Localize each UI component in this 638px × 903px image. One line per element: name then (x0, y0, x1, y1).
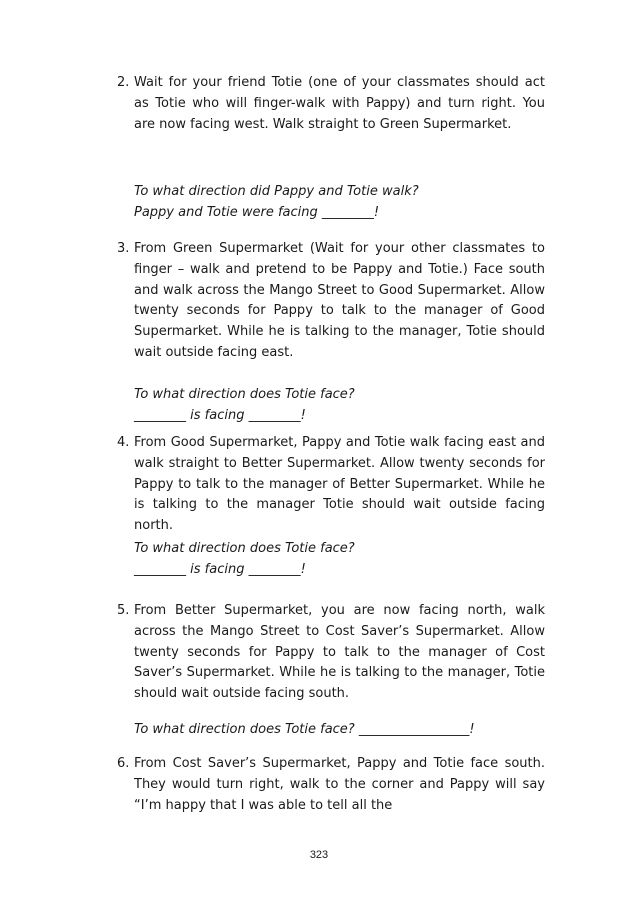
question-block-2 (134, 182, 545, 224)
item-number: 2. (117, 75, 130, 90)
question-line: To what direction does Totie face? (134, 541, 355, 556)
question-block-5 (134, 720, 545, 741)
question-line: To what direction does Totie face? (134, 387, 355, 402)
page-number: 323 (309, 849, 329, 861)
item-number: 3. (117, 241, 130, 256)
list-item-4 (117, 433, 545, 537)
list-item-5 (117, 601, 545, 705)
item-number: 4. (117, 435, 130, 450)
question-block-4 (134, 539, 545, 581)
item-text: Wait for your friend Totie (one of your classmates should act as Totie who will finger-walk with Pappy) and turn right. You are now facing west. Walk straight to Green Supermarket. (134, 75, 545, 132)
list-item-6 (117, 754, 545, 816)
list-item-2 (117, 73, 545, 135)
item-text: From Cost Saver’s Supermarket, Pappy and Totie face south. They would turn right, walk to the corner and Pappy will say “I’m happy that I was able to tell all the (134, 756, 545, 813)
item-text: From Good Supermarket, Pappy and Totie walk facing east and walk straight to Better Supermarket. Allow twenty seconds for Pappy to talk to the manager of Better Supermarket. While he is talking to the manager Totie should wait outside facing north. (134, 435, 545, 534)
question-block-3 (134, 385, 545, 427)
item-number: 5. (117, 603, 130, 618)
question-line: Pappy and Totie were facing ________! (134, 204, 380, 220)
item-text: From Better Supermarket, you are now facing north, walk across the Mango Street to Cost Saver’s Supermarket. Allow twenty seconds for Pappy to talk to the manager of Cost Saver’s Supermarket. While he is talking to the manager, Totie should wait outside facing south. (134, 603, 545, 702)
question-line: ________ is facing ________! (134, 407, 306, 423)
list-item-3 (117, 239, 545, 364)
item-text: From Green Supermarket (Wait for your other classmates to finger – walk and pretend to be Pappy and Totie.) Face south and walk across the Mango Street to Good Supermarket. Allow twenty seconds for Pappy to talk to the manager of Good Supermarket. While he is talking to the manager, Totie should wait outside facing east. (134, 241, 545, 360)
question-line: To what direction did Pappy and Totie walk? (134, 184, 419, 199)
item-number: 6. (117, 756, 130, 771)
question-line: To what direction does Totie face? _________________! (134, 722, 475, 737)
question-line: ________ is facing ________! (134, 561, 306, 577)
